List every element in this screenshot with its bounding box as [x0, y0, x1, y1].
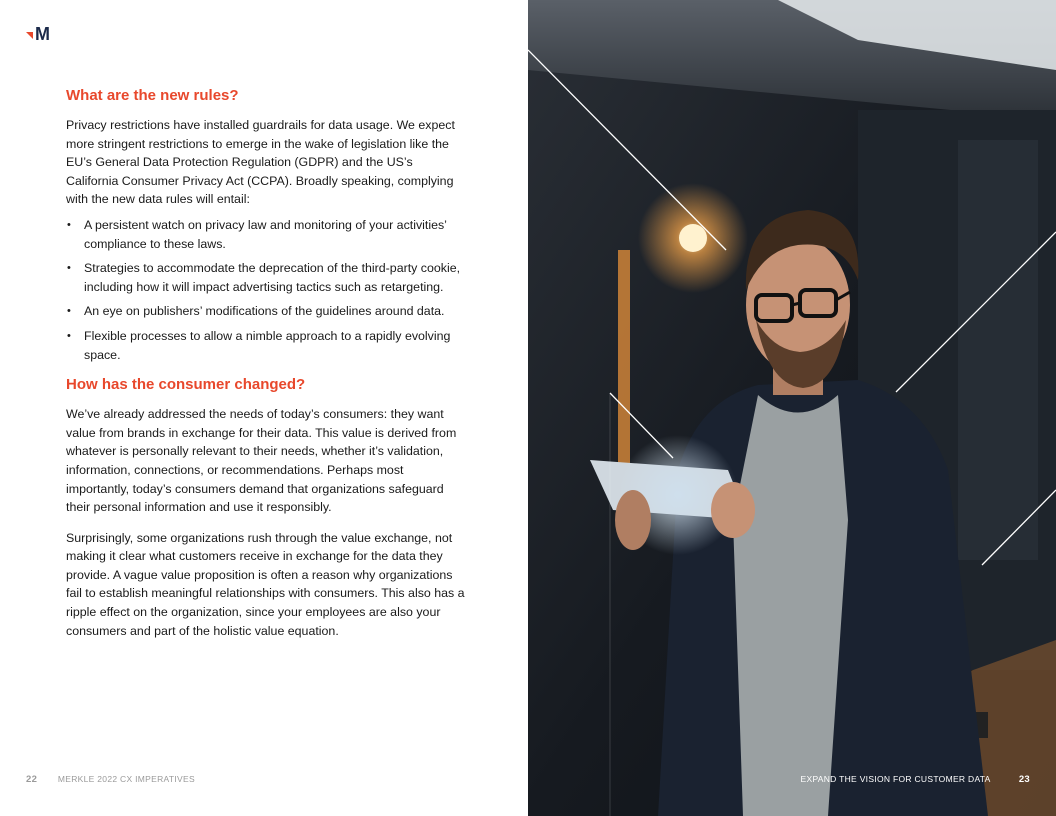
bullet-item: • An eye on publishers’ modifications of the guidelines around data. [66, 302, 466, 321]
left-footer [26, 774, 195, 785]
section-heading-consumer: How has the consumer changed? [66, 376, 306, 394]
section-heading-new-rules: What are the new rules? [66, 87, 239, 104]
logo-letter: M [35, 24, 50, 42]
rules-bullet-list [66, 216, 466, 364]
bullet-item: • A persistent watch on privacy law and monitoring of your activities’ compliance to these laws. [66, 216, 466, 253]
section-title: EXPAND THE VISION FOR CUSTOMER DATA [800, 774, 991, 784]
merkle-logo-icon [26, 24, 54, 42]
bullet-item: • Strategies to accommodate the deprecation of the third-party cookie, including how it will impact advertising tactics such as retargeting. [66, 259, 466, 296]
paragraph-privacy: Privacy restrictions have installed guardrails for data usage. We expect more stringent restrictions to emerge in the wake of legislation like the EU’s General Data Protection Regulation (GDPR) and the US’s California Consumer Privacy Act (CCPA). Broadly speaking, complying with the new data rules will entail: [66, 118, 455, 207]
page-number-right: 23 [1018, 774, 1030, 785]
man-with-tablet-photo [528, 0, 1056, 816]
paragraph-value-exchange: Surprisingly, some organizations rush through the value exchange, not making it clear what customers receive in exchange for the data they provide. A vague value proposition is often a reason why organizations fail to establish meaningful relationships with consumers. This also has a ripple effect on the organization, since your employees are also your consumers and part of the holistic value equation. [66, 530, 465, 638]
right-footer [801, 774, 1031, 785]
paragraph-consumer-needs: We’ve already addressed the needs of today’s consumers: they want value from brands in exchange for their data. This value is derived from whatever is personally relevant to their needs, whether it’s validation, information, connections, or recommendations. Perhaps most importantly, today’s consumers demand that organizations safeguard their personal information and use it responsibly. [66, 407, 457, 515]
right-page [528, 0, 1056, 816]
publication-title: MERKLE 2022 CX IMPERATIVES [57, 774, 195, 784]
article-body [66, 86, 466, 640]
bullet-item: • Flexible processes to allow a nimble approach to a rapidly evolving space. [66, 327, 466, 364]
page-number-left: 22 [26, 774, 38, 785]
